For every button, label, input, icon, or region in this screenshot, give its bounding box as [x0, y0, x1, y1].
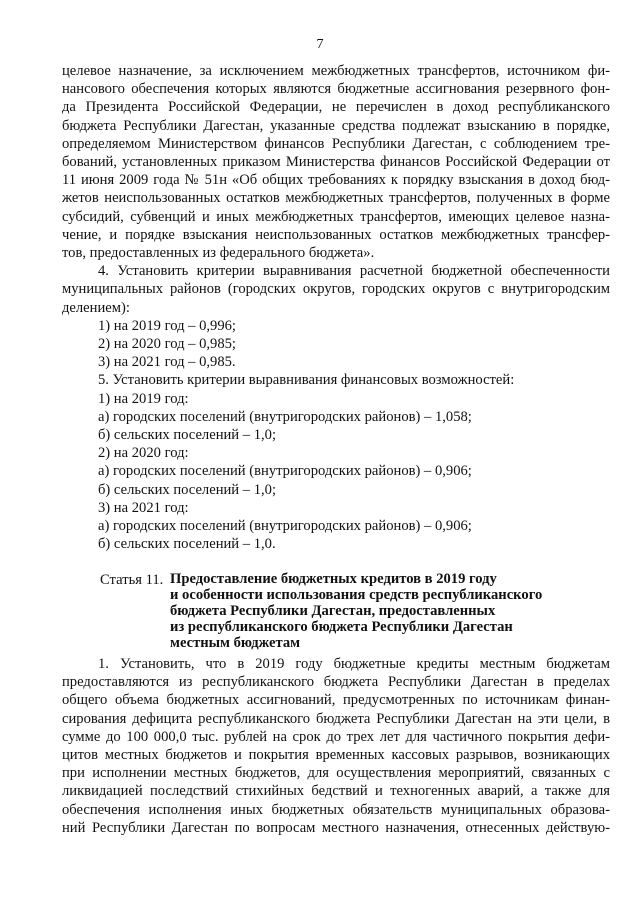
- text-line: ликвидацией последствий стихийных бедствий и техногенных аварий, а также для: [62, 783, 610, 800]
- list-item: 3) на 2021 год – 0,985.: [98, 354, 236, 371]
- list-item: 3) на 2021 год:: [98, 499, 189, 516]
- text-line: бований, установленных приказом Министерства финансов Российской Федерации от: [62, 154, 610, 171]
- title-line: и особенности использования средств республиканского: [170, 587, 543, 603]
- text-line: при исполнении местных бюджетов, для осуществления мероприятий, связанных с: [62, 765, 610, 782]
- article-title: [170, 571, 542, 651]
- text-line: сирования дефицита республиканского бюджета Республики Дагестан на эти цели, в: [62, 710, 610, 727]
- text-line: определяемом Министерством финансов Республики Дагестан, с соблюдением тре-: [62, 135, 610, 152]
- list-item: б) сельских поселений – 1,0;: [98, 481, 277, 498]
- title-line: местным бюджетам: [170, 635, 301, 651]
- paragraph-item-4: [62, 262, 610, 317]
- text-line: муниципальных районов (городских округов, городских округов с внутригородским: [62, 281, 610, 298]
- text-line: делением):: [62, 299, 130, 316]
- list-item: б) сельских поселений – 1,0;: [98, 427, 277, 444]
- title-line: из республиканского бюджета Республики Дагестан: [170, 619, 513, 635]
- text-line: чение, и порядке взыскания неиспользованных остатков межбюджетных трансфер-: [62, 226, 610, 243]
- text-line: нансового обеспечения которых являются бюджетные ассигнования резервного фон-: [62, 81, 610, 98]
- text-line: жетов неиспользованных остатков межбюджетных трансфертов, полученных в форме: [62, 190, 610, 207]
- title-line: бюджета Республики Дагестан, предоставленных: [170, 603, 496, 619]
- list-item: 2) на 2020 год – 0,985;: [98, 336, 236, 353]
- criteria-list: [62, 317, 610, 554]
- list-item: а) городских поселений (внутригородских районов) – 0,906;: [98, 463, 472, 480]
- text-line: да Президента Российской Федерации, не перечислен в доход республиканского: [62, 99, 610, 116]
- text-line: цитов местных бюджетов и покрытия временных кассовых разрывов, возникающих: [62, 747, 610, 764]
- list-item: б) сельских поселений – 1,0.: [98, 536, 276, 553]
- main-text: [62, 62, 610, 553]
- text-line: общего объема бюджетных ассигнований, предусмотренных по источникам финан-: [62, 692, 610, 709]
- page-number: 7: [316, 37, 324, 52]
- article-body: [62, 655, 610, 837]
- title-line: Предоставление бюджетных кредитов в 2019 году: [170, 571, 497, 587]
- text-line: 11 июня 2009 года № 51н «Об общих требованиях к порядку взыскания в доход бюд-: [62, 172, 610, 189]
- text-line: 1. Установить, что в 2019 году бюджетные кредиты местным бюджетам: [98, 656, 610, 672]
- list-item: а) городских поселений (внутригородских районов) – 0,906;: [98, 518, 472, 535]
- text-line: тов, предоставленных из федерального бюджета».: [62, 245, 375, 262]
- text-line: бюджета Республики Дагестан, указанные средства подлежат взысканию в порядке,: [62, 117, 610, 134]
- text-line: предоставляются из республиканского бюджета Республики Дагестан в пределах: [62, 674, 610, 691]
- list-item: 5. Установить критерии выравнивания финансовых возможностей:: [98, 372, 515, 389]
- text-line: сумме до 100 000,0 тыс. рублей на срок до трех лет для частичного покрытия дефи-: [62, 728, 610, 745]
- text-line: субсидий, субвенций и иных межбюджетных трансфертов, имеющих целевое назна-: [62, 208, 610, 225]
- text-line: ний Республики Дагестан по вопросам местного назначения, отнесенных действую-: [62, 819, 610, 836]
- text-line: целевое назначение, за исключением межбюджетных трансфертов, источником фи-: [62, 63, 610, 79]
- text-line: 4. Установить критерии выравнивания расчетной бюджетной обеспеченности: [98, 263, 610, 280]
- list-item: а) городских поселений (внутригородских районов) – 1,058;: [98, 408, 472, 425]
- text-line: обеспечения исполнения иных бюджетных обязательств муниципальных образова-: [62, 801, 610, 818]
- list-item: 1) на 2019 год:: [98, 390, 189, 407]
- article-label: Статья 11.: [100, 572, 164, 588]
- paragraph-continuation: [62, 62, 610, 262]
- list-item: 2) на 2020 год:: [98, 445, 189, 462]
- list-item: 1) на 2019 год – 0,996;: [98, 317, 236, 334]
